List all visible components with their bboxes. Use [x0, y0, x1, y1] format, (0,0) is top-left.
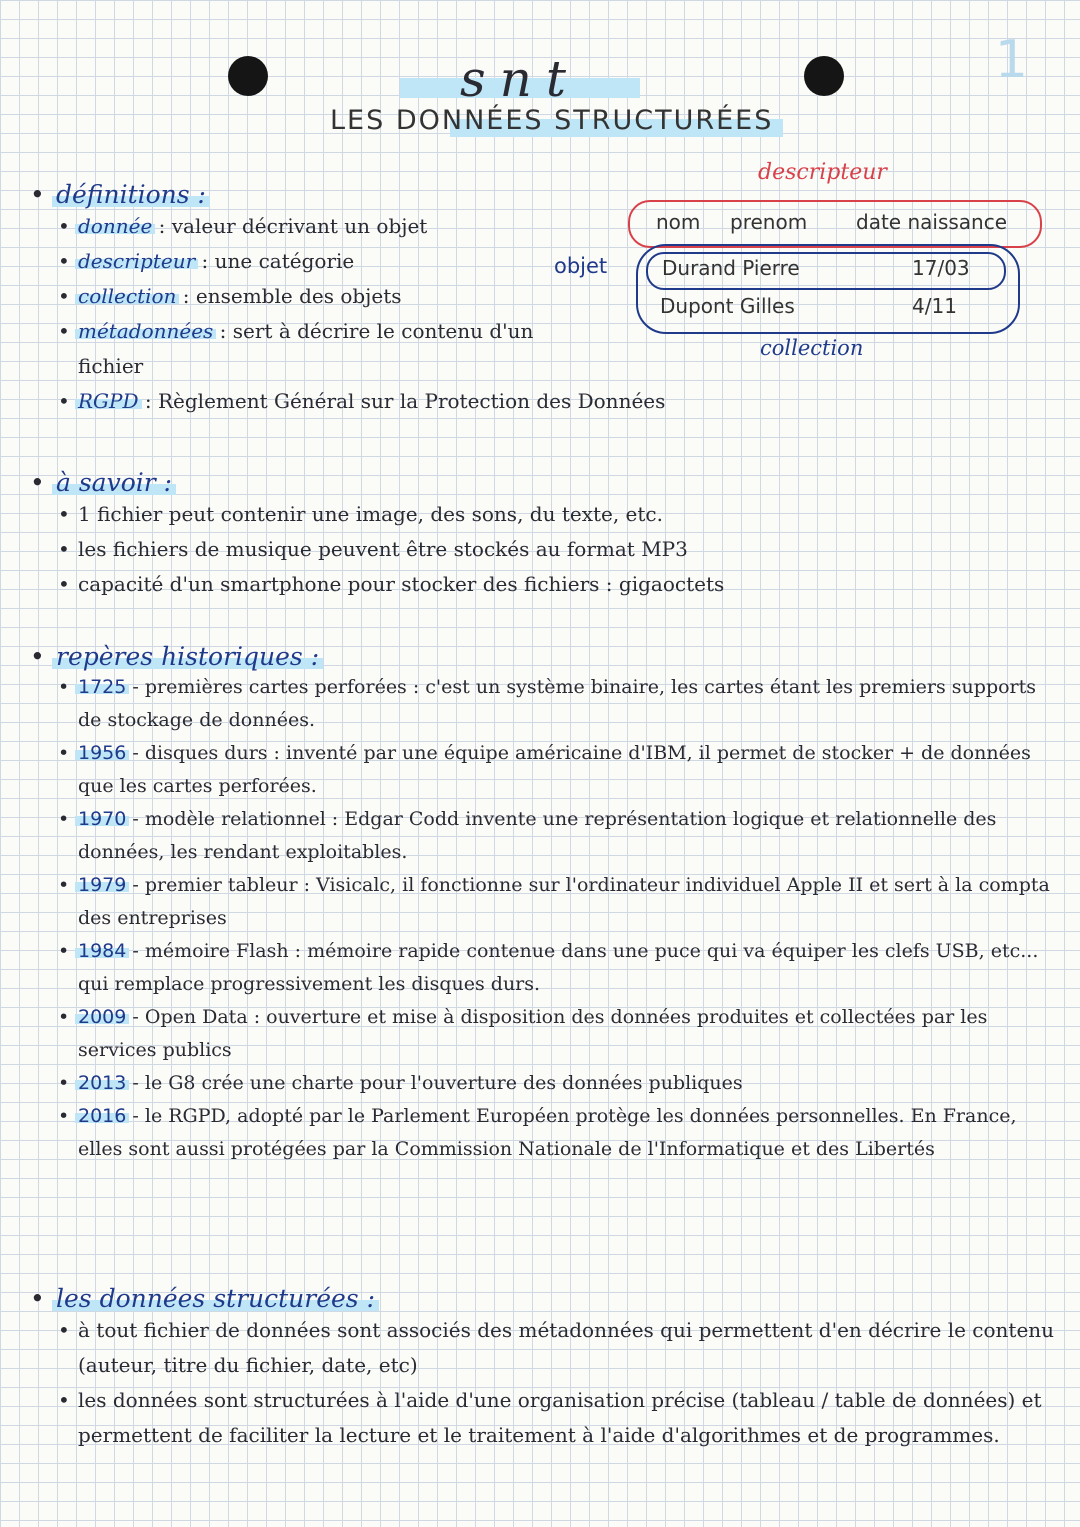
list-item: • 1984 - mémoire Flash : mémoire rapide contenue dans une puce qui va équiper les clefs USB, etc... qui remplace progressivement les disques durs. — [30, 935, 1056, 1001]
reperes-title: • repères historiques : — [30, 642, 319, 671]
a-savoir-list — [30, 497, 1056, 602]
header-date: date naissance — [856, 210, 1008, 234]
list-item: • 1 fichier peut contenir une image, des sons, du texte, etc. — [30, 497, 1056, 532]
row-2-name: Dupont Gilles — [660, 294, 795, 318]
descripteur-oval — [628, 200, 1042, 248]
page-number: 1 — [994, 30, 1028, 90]
list-item: • les fichiers de musique peuvent être stockés au format MP3 — [30, 532, 1056, 567]
collection-label: collection — [760, 336, 864, 360]
list-item: • donnée : valeur décrivant un objet — [30, 209, 590, 244]
structurees-section — [30, 1284, 1056, 1453]
list-item: • les données sont structurées à l'aide d'une organisation précise (tableau / table de données) et permettent de faciliter la lecture et le traitement à l'aide d'algorithmes et de programmes. — [30, 1383, 1056, 1453]
definitions-section — [30, 180, 666, 419]
list-item: • à tout fichier de données sont associés des métadonnées qui permettent d'en décrire le contenu (auteur, titre du fichier, date, etc) — [30, 1313, 1056, 1383]
binder-hole-left — [228, 56, 268, 96]
subject-title — [400, 50, 640, 108]
a-savoir-title: • à savoir : — [30, 468, 172, 497]
list-item: • métadonnées : sert à décrire le contenu d'un fichier — [30, 314, 590, 384]
objet-label: objet — [554, 254, 608, 278]
a-savoir-section — [30, 468, 1056, 602]
subject-text: snt — [460, 50, 580, 108]
list-item: • 1725 - premières cartes perforées : c'est un système binaire, les cartes étant les premiers supports de stockage de données. — [30, 671, 1056, 737]
header-prenom: prenom — [730, 210, 808, 234]
list-item: • 2016 - le RGPD, adopté par le Parlement Européen protège les données personnelles. En France, elles sont aussi protégées par la Commission Nationale de l'Informatique et des Libertés — [30, 1100, 1056, 1166]
page-title — [330, 105, 773, 136]
list-item: • RGPD : Règlement Général sur la Protection des Données — [30, 384, 838, 419]
list-item: • 2013 - le G8 crée une charte pour l'ouverture des données publiques — [30, 1067, 1056, 1100]
structurees-list — [30, 1313, 1056, 1453]
list-item: • collection : ensemble des objets — [30, 279, 590, 314]
definitions-list — [30, 209, 666, 419]
list-item: • 1956 - disques durs : inventé par une équipe américaine d'IBM, il permet de stocker + de données que les cartes perforées. — [30, 737, 1056, 803]
header-nom: nom — [656, 210, 701, 234]
list-item: • descripteur : une catégorie — [30, 244, 590, 279]
row-1-name: Durand Pierre — [662, 256, 800, 280]
reperes-list — [30, 671, 1056, 1166]
binder-hole-right — [804, 56, 844, 96]
list-item: • 1979 - premier tableur : Visicalc, il fonctionne sur l'ordinateur individuel Apple II et sert à la compta des entreprises — [30, 869, 1056, 935]
definitions-title: • définitions : — [30, 180, 206, 209]
list-item: • capacité d'un smartphone pour stocker des fichiers : gigaoctets — [30, 567, 1056, 602]
descripteur-label: descripteur — [758, 160, 887, 185]
list-item: • 1970 - modèle relationnel : Edgar Codd invente une représentation logique et relationnelle des données, les rendant exploitables. — [30, 803, 1056, 869]
row-2-date: 4/11 — [912, 294, 957, 318]
table-diagram — [550, 160, 1050, 360]
page-title-text: LES DONNÉES STRUCTURÉES — [330, 105, 774, 136]
structurees-title: • les données structurées : — [30, 1284, 375, 1313]
reperes-section — [30, 642, 1056, 1166]
row-1-date: 17/03 — [912, 256, 970, 280]
list-item: • 2009 - Open Data : ouverture et mise à disposition des données produites et collectées par les services publics — [30, 1001, 1056, 1067]
